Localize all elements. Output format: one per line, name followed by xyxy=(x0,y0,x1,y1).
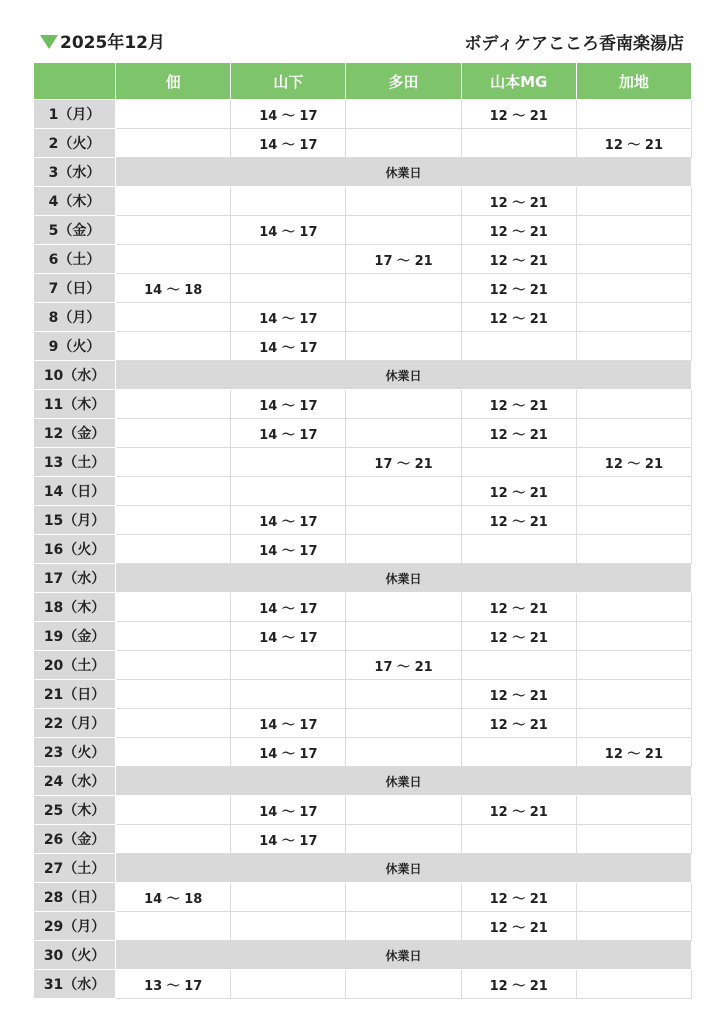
table-row xyxy=(34,506,692,535)
shift-cell xyxy=(461,738,576,767)
shift-schedule-table xyxy=(33,62,692,999)
shift-cell xyxy=(346,216,461,245)
table-row xyxy=(34,970,692,999)
shift-cell: 14 〜 17 xyxy=(231,622,346,651)
table-row xyxy=(34,622,692,651)
shift-cell xyxy=(231,245,346,274)
month-title xyxy=(40,28,165,53)
shift-cell: 12 〜 21 xyxy=(461,593,576,622)
day-label: 10（水） xyxy=(34,361,116,390)
shift-cell xyxy=(576,245,691,274)
day-label: 31（水） xyxy=(34,970,116,999)
table-row xyxy=(34,245,692,274)
shift-cell: 12 〜 21 xyxy=(461,883,576,912)
shift-cell xyxy=(576,680,691,709)
shift-cell xyxy=(576,274,691,303)
day-label: 27（土） xyxy=(34,854,116,883)
day-label: 14（日） xyxy=(34,477,116,506)
table-row xyxy=(34,419,692,448)
shift-cell xyxy=(116,593,231,622)
table-row xyxy=(34,274,692,303)
day-label: 17（水） xyxy=(34,564,116,593)
shift-cell xyxy=(116,448,231,477)
day-label: 21（日） xyxy=(34,680,116,709)
schedule-body xyxy=(34,100,692,999)
shift-cell xyxy=(576,187,691,216)
month-label: 2025年12月 xyxy=(60,33,165,53)
shift-cell xyxy=(576,709,691,738)
closed-day-cell: 休業日 xyxy=(116,158,692,187)
shift-cell xyxy=(461,651,576,680)
shift-cell xyxy=(346,129,461,158)
table-row xyxy=(34,680,692,709)
shift-cell: 12 〜 21 xyxy=(461,419,576,448)
day-label: 3（水） xyxy=(34,158,116,187)
shift-cell xyxy=(116,100,231,129)
shift-cell xyxy=(231,680,346,709)
shift-cell xyxy=(116,332,231,361)
shift-cell xyxy=(576,883,691,912)
shift-cell: 12 〜 21 xyxy=(576,738,691,767)
column-header: 佃 xyxy=(116,63,231,100)
shift-cell: 12 〜 21 xyxy=(461,245,576,274)
day-label: 4（木） xyxy=(34,187,116,216)
shift-cell: 14 〜 17 xyxy=(231,332,346,361)
shift-cell xyxy=(576,419,691,448)
closed-day-cell: 休業日 xyxy=(116,361,692,390)
shift-cell xyxy=(116,535,231,564)
table-row xyxy=(34,738,692,767)
table-row xyxy=(34,564,692,593)
shift-cell: 14 〜 17 xyxy=(231,709,346,738)
shift-cell xyxy=(231,187,346,216)
table-row xyxy=(34,477,692,506)
triangle-down-icon xyxy=(40,35,58,49)
shift-cell xyxy=(231,477,346,506)
table-header-row xyxy=(34,63,692,100)
shift-cell: 14 〜 17 xyxy=(231,825,346,854)
shift-cell: 12 〜 21 xyxy=(461,477,576,506)
shift-cell xyxy=(346,883,461,912)
shift-cell xyxy=(346,332,461,361)
shift-cell: 12 〜 21 xyxy=(576,129,691,158)
day-label: 16（火） xyxy=(34,535,116,564)
table-row xyxy=(34,100,692,129)
day-label: 5（金） xyxy=(34,216,116,245)
shift-cell: 14 〜 17 xyxy=(231,593,346,622)
shift-cell xyxy=(116,419,231,448)
shift-cell xyxy=(346,680,461,709)
shift-cell xyxy=(116,912,231,941)
shift-cell xyxy=(116,506,231,535)
shift-cell xyxy=(116,651,231,680)
shift-cell xyxy=(346,970,461,999)
table-row xyxy=(34,129,692,158)
table-row xyxy=(34,883,692,912)
shift-cell xyxy=(576,651,691,680)
shift-cell xyxy=(231,274,346,303)
shift-cell: 14 〜 18 xyxy=(116,883,231,912)
shift-cell: 14 〜 17 xyxy=(231,100,346,129)
shift-cell: 17 〜 21 xyxy=(346,245,461,274)
shift-cell xyxy=(346,738,461,767)
shift-cell xyxy=(116,187,231,216)
day-label: 1（月） xyxy=(34,100,116,129)
table-row xyxy=(34,593,692,622)
shift-cell: 12 〜 21 xyxy=(576,448,691,477)
day-label: 26（金） xyxy=(34,825,116,854)
table-row xyxy=(34,361,692,390)
day-label: 18（木） xyxy=(34,593,116,622)
shift-cell: 12 〜 21 xyxy=(461,187,576,216)
day-label: 7（日） xyxy=(34,274,116,303)
day-label: 13（土） xyxy=(34,448,116,477)
shift-cell xyxy=(346,709,461,738)
closed-day-cell: 休業日 xyxy=(116,767,692,796)
page-header xyxy=(40,28,690,54)
shift-cell: 12 〜 21 xyxy=(461,274,576,303)
column-header: 山本MG xyxy=(461,63,576,100)
shift-cell: 17 〜 21 xyxy=(346,448,461,477)
shift-cell: 12 〜 21 xyxy=(461,680,576,709)
shift-cell: 12 〜 21 xyxy=(461,390,576,419)
shift-cell xyxy=(346,593,461,622)
shift-cell xyxy=(576,796,691,825)
closed-day-cell: 休業日 xyxy=(116,941,692,970)
shift-cell xyxy=(116,129,231,158)
shift-cell: 12 〜 21 xyxy=(461,796,576,825)
shift-cell xyxy=(116,709,231,738)
day-label: 22（月） xyxy=(34,709,116,738)
shift-cell xyxy=(576,477,691,506)
shift-cell: 14 〜 17 xyxy=(231,419,346,448)
closed-day-cell: 休業日 xyxy=(116,564,692,593)
shift-cell xyxy=(346,419,461,448)
shift-cell xyxy=(576,912,691,941)
closed-day-cell: 休業日 xyxy=(116,854,692,883)
column-header: 多田 xyxy=(346,63,461,100)
shift-cell xyxy=(461,332,576,361)
shift-cell: 12 〜 21 xyxy=(461,709,576,738)
shift-cell xyxy=(461,825,576,854)
shift-cell xyxy=(576,100,691,129)
shift-cell: 12 〜 21 xyxy=(461,303,576,332)
shift-cell xyxy=(116,796,231,825)
shift-cell xyxy=(231,883,346,912)
shift-cell xyxy=(116,216,231,245)
shift-cell xyxy=(461,535,576,564)
column-header: 山下 xyxy=(231,63,346,100)
shift-cell xyxy=(231,912,346,941)
table-row xyxy=(34,796,692,825)
shift-cell: 14 〜 17 xyxy=(231,390,346,419)
table-row xyxy=(34,709,692,738)
shift-cell xyxy=(461,129,576,158)
table-row xyxy=(34,216,692,245)
table-row xyxy=(34,854,692,883)
shift-cell: 14 〜 17 xyxy=(231,506,346,535)
table-row xyxy=(34,941,692,970)
shift-cell xyxy=(576,303,691,332)
shift-cell xyxy=(116,825,231,854)
shift-cell xyxy=(346,535,461,564)
shift-cell xyxy=(576,216,691,245)
table-row xyxy=(34,187,692,216)
shift-cell xyxy=(346,622,461,651)
shift-cell xyxy=(346,912,461,941)
shift-cell: 17 〜 21 xyxy=(346,651,461,680)
shift-cell xyxy=(231,651,346,680)
day-label: 15（月） xyxy=(34,506,116,535)
shift-cell xyxy=(576,622,691,651)
shift-cell xyxy=(576,825,691,854)
shift-cell xyxy=(116,622,231,651)
shift-cell xyxy=(231,970,346,999)
shift-cell xyxy=(231,448,346,477)
shift-cell xyxy=(346,187,461,216)
shift-cell xyxy=(346,390,461,419)
shift-cell xyxy=(346,274,461,303)
day-label: 20（土） xyxy=(34,651,116,680)
shift-cell xyxy=(576,390,691,419)
shift-cell: 14 〜 17 xyxy=(231,216,346,245)
day-label: 25（木） xyxy=(34,796,116,825)
store-name: ボディケアこころ香南楽湯店 xyxy=(464,34,684,54)
shift-cell: 12 〜 21 xyxy=(461,216,576,245)
shift-cell: 14 〜 18 xyxy=(116,274,231,303)
table-row xyxy=(34,448,692,477)
shift-cell xyxy=(576,970,691,999)
shift-cell xyxy=(116,680,231,709)
shift-cell xyxy=(576,506,691,535)
shift-cell xyxy=(346,477,461,506)
table-row xyxy=(34,825,692,854)
shift-cell xyxy=(116,477,231,506)
shift-cell: 12 〜 21 xyxy=(461,100,576,129)
table-row xyxy=(34,303,692,332)
day-label: 23（火） xyxy=(34,738,116,767)
table-row xyxy=(34,912,692,941)
shift-cell xyxy=(576,593,691,622)
table-row xyxy=(34,390,692,419)
corner-cell xyxy=(34,63,116,100)
shift-cell: 14 〜 17 xyxy=(231,303,346,332)
day-label: 29（月） xyxy=(34,912,116,941)
shift-cell xyxy=(116,738,231,767)
day-label: 8（月） xyxy=(34,303,116,332)
day-label: 6（土） xyxy=(34,245,116,274)
day-label: 12（金） xyxy=(34,419,116,448)
day-label: 30（火） xyxy=(34,941,116,970)
table-row xyxy=(34,767,692,796)
table-row xyxy=(34,651,692,680)
table-row xyxy=(34,332,692,361)
shift-cell: 14 〜 17 xyxy=(231,129,346,158)
shift-cell: 14 〜 17 xyxy=(231,796,346,825)
shift-cell: 12 〜 21 xyxy=(461,506,576,535)
shift-cell xyxy=(346,100,461,129)
shift-cell xyxy=(346,825,461,854)
day-label: 19（金） xyxy=(34,622,116,651)
shift-cell xyxy=(576,332,691,361)
shift-cell: 12 〜 21 xyxy=(461,912,576,941)
column-header: 加地 xyxy=(576,63,691,100)
day-label: 24（水） xyxy=(34,767,116,796)
shift-cell xyxy=(576,535,691,564)
shift-cell xyxy=(116,390,231,419)
table-row xyxy=(34,535,692,564)
shift-cell: 14 〜 17 xyxy=(231,535,346,564)
day-label: 9（火） xyxy=(34,332,116,361)
day-label: 28（日） xyxy=(34,883,116,912)
shift-cell: 12 〜 21 xyxy=(461,622,576,651)
table-row xyxy=(34,158,692,187)
day-label: 2（火） xyxy=(34,129,116,158)
shift-cell xyxy=(346,303,461,332)
day-label: 11（木） xyxy=(34,390,116,419)
shift-cell: 13 〜 17 xyxy=(116,970,231,999)
shift-cell xyxy=(346,796,461,825)
shift-cell: 12 〜 21 xyxy=(461,970,576,999)
shift-cell xyxy=(346,506,461,535)
shift-cell xyxy=(116,303,231,332)
shift-cell xyxy=(116,245,231,274)
shift-cell: 14 〜 17 xyxy=(231,738,346,767)
shift-cell xyxy=(461,448,576,477)
